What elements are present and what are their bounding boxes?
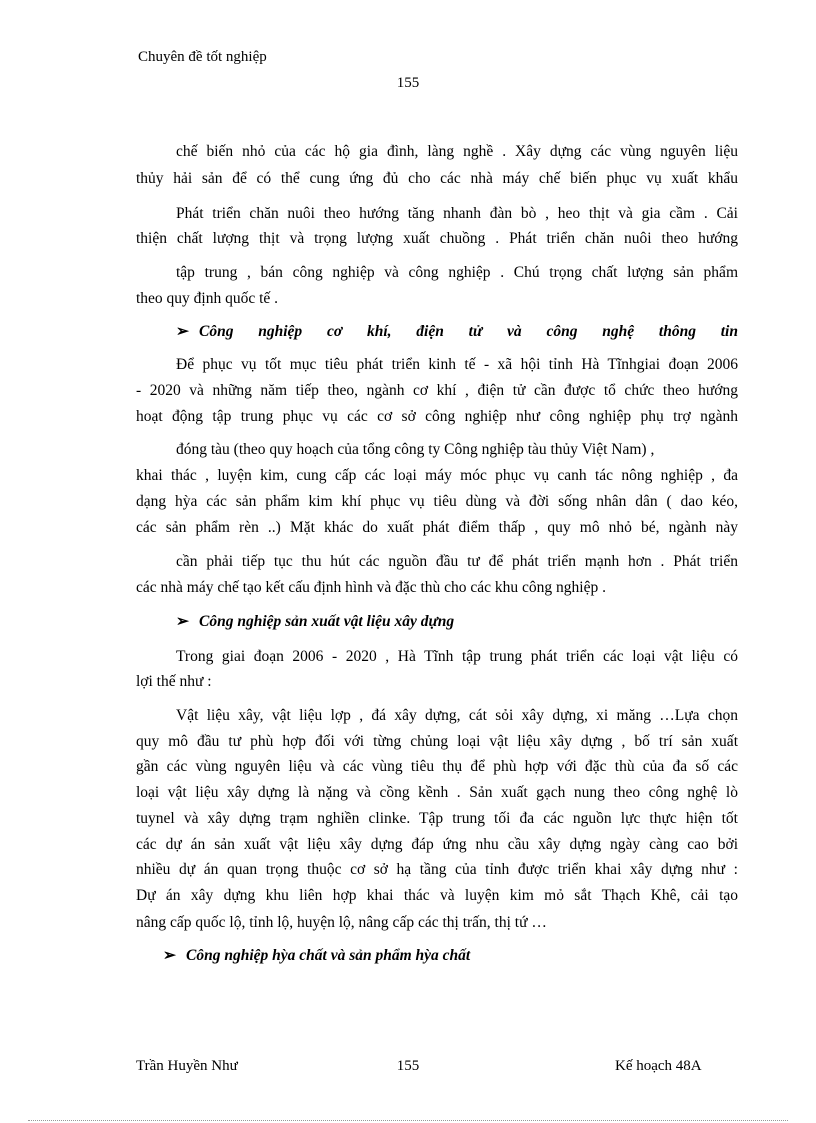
body-line: loại vật liệu xây dựng là nặng và cồng kềnh . Sản xuất gạch nung theo công nghệ lò: [136, 784, 738, 801]
section-heading-text: Công nghiệp cơ khí, điện tử và công nghệ thông tin: [199, 323, 738, 340]
section-heading-text: Công nghiệp sản xuất vật liệu xây dựng: [199, 613, 455, 630]
body-line: lợi thế như :: [136, 673, 212, 690]
footer-class: Kế hoạch 48A: [615, 1058, 702, 1074]
body-line: dạng hỳa các sản phẩm kim khí phục vụ tiêu dùng và đời sống nhân dân ( dao kéo,: [136, 493, 738, 510]
section-heading: [176, 322, 738, 342]
body-line: tuynel và xây dựng trạm nghiền clinke. Tập trung tối đa các nguồn lực thực hiện tốt: [136, 810, 738, 827]
body-line: quy mô đầu tư phù hợp đối với từng chủng loại vật liệu xây dựng , bố trí sản xuất: [136, 733, 738, 750]
section-heading: [176, 612, 454, 632]
body-line: theo quy định quốc tế .: [136, 290, 279, 307]
body-line: các sản phẩm rèn ..) Mặt khác do xuất phát điểm thấp , quy mô nhỏ bé, ngành này: [136, 519, 738, 536]
page-header-title: Chuyên đề tốt nghiệp: [138, 49, 267, 65]
section-heading: [163, 946, 470, 966]
body-line: Để phục vụ tốt mục tiêu phát triển kinh tế - xã hội tỉnh Hà Tĩnhgiai đoạn 2006: [176, 356, 738, 373]
body-line: Trong giai đoạn 2006 - 2020 , Hà Tĩnh tập trung phát triển các loại vật liệu có: [176, 648, 738, 665]
body-line: tập trung , bán công nghiệp và công nghiệp . Chú trọng chất lượng sản phẩm: [176, 264, 738, 281]
body-line: cần phải tiếp tục thu hút các nguồn đầu tư để phát triển mạnh hơn . Phát triển: [176, 553, 738, 570]
footer-author: Trần Huyền Như: [136, 1058, 238, 1074]
body-line: Dự án xây dựng khu liên hợp khai thác và luyện kim mỏ sắt Thạch Khê, cải tạo: [136, 887, 738, 904]
body-line: gần các vùng nguyên liệu và các vùng tiêu thụ để phù hợp với đặc thù của đa số các: [136, 758, 738, 775]
body-line: nhiều dự án quan trọng thuộc cơ sở hạ tầng của tỉnh được triển khai xây dựng như :: [136, 861, 738, 878]
body-line: khai thác , luyện kim, cung cấp các loại máy móc phục vụ canh tác nông nghiệp , đa: [136, 467, 738, 484]
footer-page-number: 155: [396, 1058, 420, 1074]
body-line: các dự án sản xuất vật liệu xây dựng đáp ứng nhu cầu xây dựng ngày càng cao bởi: [136, 836, 738, 853]
body-line: Phát triển chăn nuôi theo hướng tăng nhanh đàn bò , heo thịt và gia cầm . Cải: [176, 205, 738, 222]
section-heading-text: Công nghiệp hỳa chất và sản phẩm hỳa chất: [186, 947, 471, 964]
bottom-divider: [28, 1120, 788, 1121]
body-line: hoạt động tập trung phục vụ các cơ sở công nghiệp như công nghiệp phụ trợ ngành: [136, 408, 738, 425]
body-line: Vật liệu xây, vật liệu lợp , đá xây dựng, cát sỏi xây dựng, xi măng …Lựa chọn: [176, 707, 738, 724]
bullet-arrow-icon: ➢: [176, 323, 189, 340]
bullet-arrow-icon: ➢: [176, 613, 189, 630]
body-line: - 2020 và những năm tiếp theo, ngành cơ khí , điện tử cần được tổ chức theo hướng: [136, 382, 738, 399]
bullet-arrow-icon: ➢: [163, 947, 176, 964]
body-line: chế biến nhỏ của các hộ gia đình, làng nghề . Xây dựng các vùng nguyên liệu: [176, 143, 738, 160]
body-line: thủy hải sản để có thể cung ứng đủ cho các nhà máy chế biến phục vụ xuất khẩu: [136, 170, 738, 187]
body-line: đóng tàu (theo quy hoạch của tổng công ty Công nghiệp tàu thủy Việt Nam) ,: [176, 441, 655, 458]
body-line: thiện chất lượng thịt và trọng lượng xuất chuồng . Phát triển chăn nuôi theo hướng: [136, 230, 738, 247]
page-number-top: 155: [396, 75, 420, 91]
body-line: các nhà máy chế tạo kết cấu định hình và đặc thù cho các khu công nghiệp .: [136, 579, 606, 596]
body-line: nâng cấp quốc lộ, tỉnh lộ, huyện lộ, nâng cấp các thị trấn, thị tứ …: [136, 914, 547, 931]
